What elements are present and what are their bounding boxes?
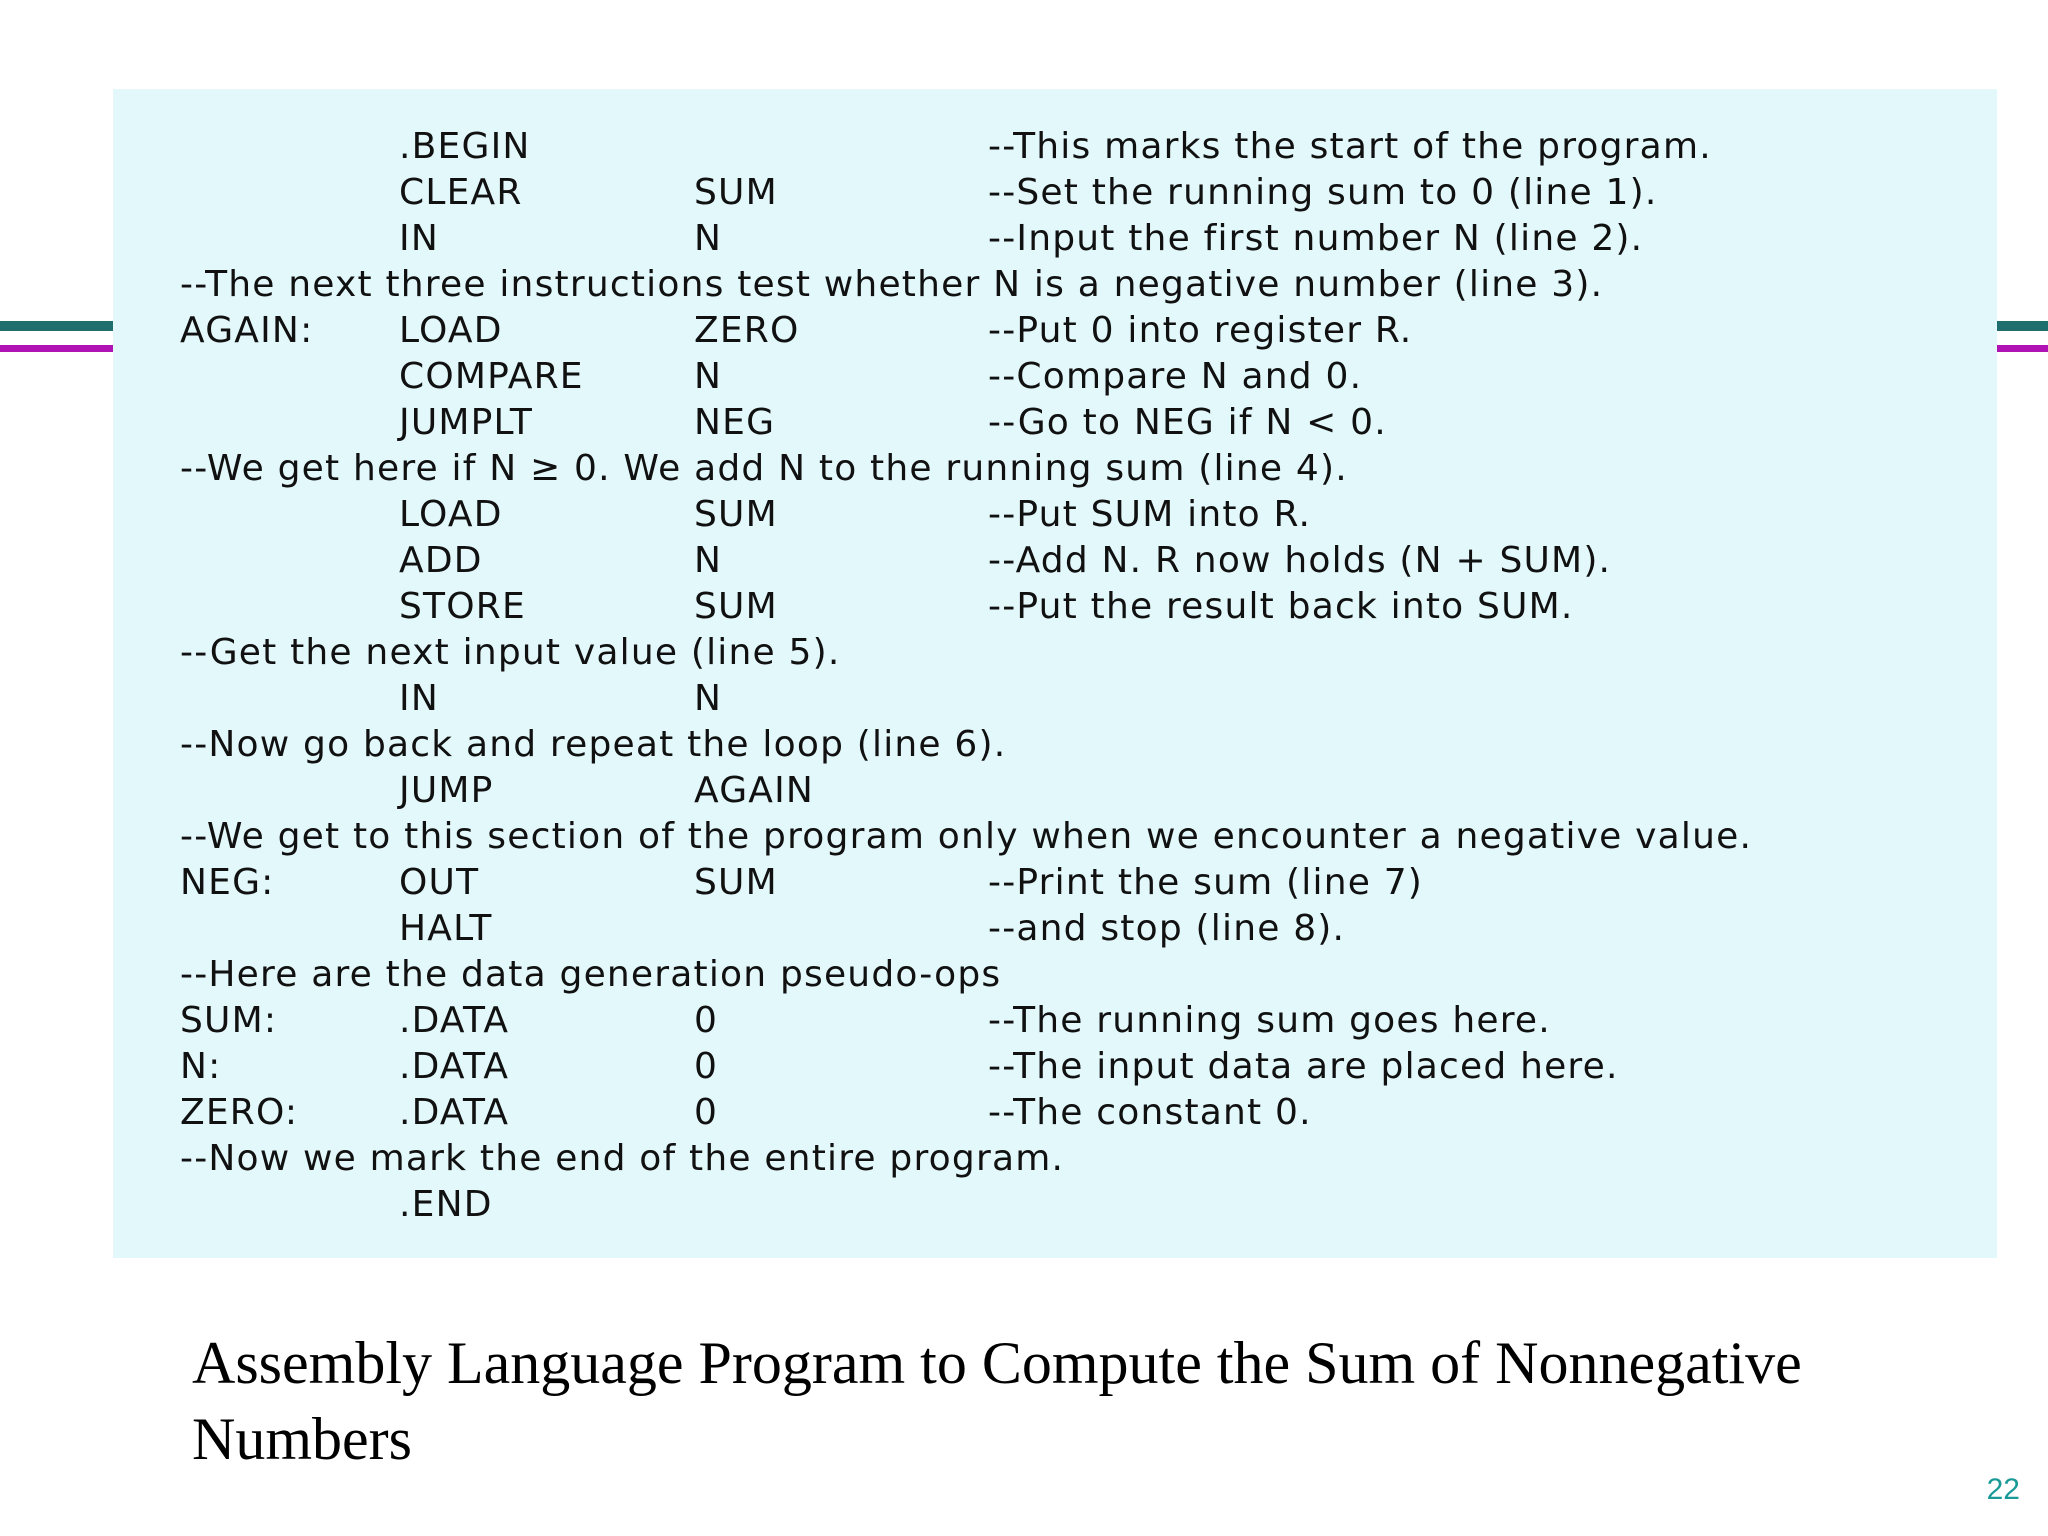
code-operand: 0 <box>694 1046 719 1087</box>
code-line <box>113 354 1997 400</box>
code-comment: --Print the sum (line 7) <box>988 862 1424 903</box>
left-teal-bar <box>0 321 113 331</box>
code-comment: --The running sum goes here. <box>988 1000 1551 1041</box>
code-comment-line: --Now we mark the end of the entire program. <box>180 1138 1065 1179</box>
code-line <box>113 630 1997 676</box>
code-line <box>113 1044 1997 1090</box>
code-line <box>113 1182 1997 1228</box>
code-comment: --and stop (line 8). <box>988 908 1346 949</box>
code-opcode: STORE <box>399 586 526 627</box>
code-comment: --Add N. R now holds (N + SUM). <box>988 540 1612 581</box>
code-comment: --Put the result back into SUM. <box>988 586 1574 627</box>
code-label: SUM: <box>180 1000 278 1041</box>
code-label: N: <box>180 1046 222 1087</box>
code-label: ZERO: <box>180 1092 299 1133</box>
code-operand: N <box>694 678 723 719</box>
code-comment-line: --Get the next input value (line 5). <box>180 632 841 673</box>
code-comment-line: --We get to this section of the program only when we encounter a negative value. <box>180 816 1753 857</box>
code-opcode: JUMPLT <box>399 402 534 443</box>
assembly-code-listing <box>113 89 1997 1258</box>
right-purple-bar <box>1997 345 2048 352</box>
code-line <box>113 492 1997 538</box>
code-label: AGAIN: <box>180 310 314 351</box>
code-line <box>113 400 1997 446</box>
code-comment: --Go to NEG if N < 0. <box>988 402 1387 443</box>
code-operand: N <box>694 356 723 397</box>
code-opcode: IN <box>399 218 439 259</box>
code-line <box>113 722 1997 768</box>
code-operand: SUM <box>694 172 778 213</box>
code-line <box>113 170 1997 216</box>
code-line <box>113 952 1997 998</box>
code-comment-line: --Now go back and repeat the loop (line 6). <box>180 724 1007 765</box>
code-comment: --Put 0 into register R. <box>988 310 1413 351</box>
code-operand: N <box>694 218 723 259</box>
code-line <box>113 1136 1997 1182</box>
code-comment: --This marks the start of the program. <box>988 126 1712 167</box>
code-opcode: CLEAR <box>399 172 523 213</box>
code-comment-line: --Here are the data generation pseudo-ops <box>180 954 1002 995</box>
code-opcode: ADD <box>399 540 483 581</box>
left-purple-bar <box>0 345 113 352</box>
code-opcode: LOAD <box>399 310 503 351</box>
code-operand: SUM <box>694 586 778 627</box>
code-opcode: .DATA <box>399 1092 510 1133</box>
code-opcode: JUMP <box>399 770 494 811</box>
code-comment: --Input the first number N (line 2). <box>988 218 1644 259</box>
code-line <box>113 906 1997 952</box>
code-operand: NEG <box>694 402 776 443</box>
code-line <box>113 998 1997 1044</box>
code-opcode: .DATA <box>399 1000 510 1041</box>
code-comment: --Compare N and 0. <box>988 356 1363 397</box>
code-opcode: .END <box>399 1184 493 1225</box>
code-line <box>113 768 1997 814</box>
code-comment: --The input data are placed here. <box>988 1046 1619 1087</box>
code-operand: SUM <box>694 494 778 535</box>
code-line <box>113 262 1997 308</box>
code-line <box>113 216 1997 262</box>
code-comment-line: --We get here if N ≥ 0. We add N to the running sum (line 4). <box>180 448 1348 489</box>
code-comment: --Set the running sum to 0 (line 1). <box>988 172 1658 213</box>
code-operand: 0 <box>694 1000 719 1041</box>
code-opcode: .DATA <box>399 1046 510 1087</box>
code-operand: AGAIN <box>694 770 815 811</box>
code-operand: 0 <box>694 1092 719 1133</box>
code-opcode: IN <box>399 678 439 719</box>
code-operand: SUM <box>694 862 778 903</box>
code-operand: N <box>694 540 723 581</box>
code-opcode: .BEGIN <box>399 126 531 167</box>
slide-caption: Assembly Language Program to Compute the Sum of Nonnegative Numbers <box>192 1330 1802 1472</box>
code-comment-line: --The next three instructions test whether N is a negative number (line 3). <box>180 264 1604 305</box>
code-opcode: COMPARE <box>399 356 584 397</box>
code-line <box>113 446 1997 492</box>
code-opcode: LOAD <box>399 494 503 535</box>
code-comment: --The constant 0. <box>988 1092 1312 1133</box>
code-line <box>113 584 1997 630</box>
code-opcode: HALT <box>399 908 493 949</box>
code-opcode: OUT <box>399 862 480 903</box>
code-line <box>113 860 1997 906</box>
code-label: NEG: <box>180 862 275 903</box>
code-operand: ZERO <box>694 310 800 351</box>
page-number: 22 <box>1986 1473 2020 1506</box>
code-line <box>113 1090 1997 1136</box>
code-line <box>113 814 1997 860</box>
code-comment: --Put SUM into R. <box>988 494 1312 535</box>
code-line <box>113 308 1997 354</box>
right-teal-bar <box>1997 321 2048 331</box>
code-line <box>113 676 1997 722</box>
code-line <box>113 124 1997 170</box>
code-line <box>113 538 1997 584</box>
